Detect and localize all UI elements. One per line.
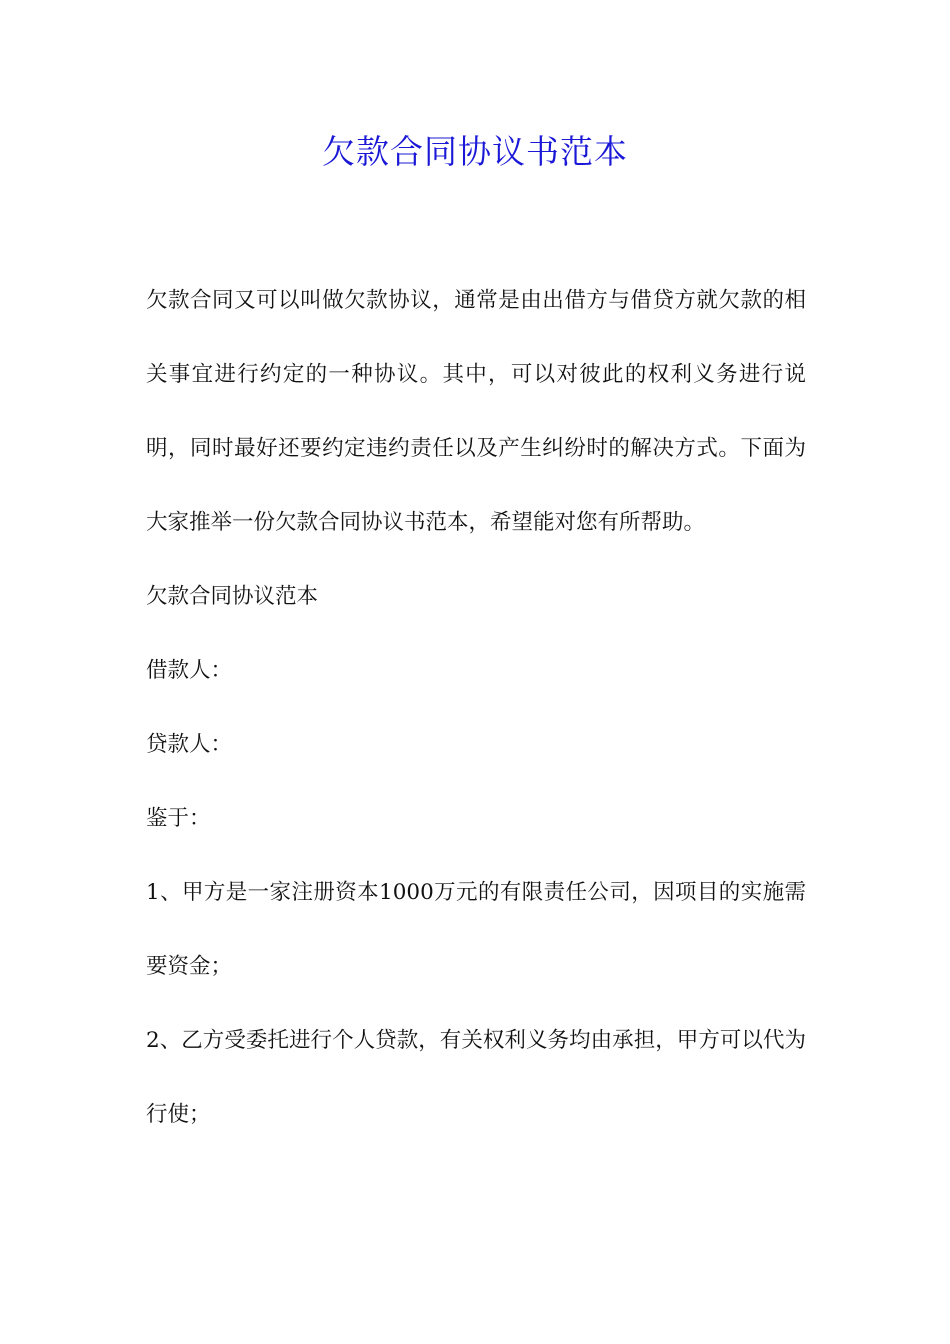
intro-paragraph: 欠款合同又可以叫做欠款协议，通常是由出借方与借贷方就欠款的相关事宜进行约定的一种协议。其中，可以对彼此的权利义务进行说明，同时最好还要约定违约责任以及产生纠纷时的解决方式。下面为大家推举一份欠款合同协议书范本，希望能对您有所帮助。	[146, 288, 806, 535]
clause-1: 1、甲方是一家注册资本1000万元的有限责任公司，因项目的实施需要资金；	[146, 880, 806, 979]
document-title: 欠款合同协议书范本	[322, 132, 628, 171]
clause-2: 2、乙方受委托进行个人贷款，有关权利义务均由承担，甲方可以代为行使；	[146, 1028, 806, 1127]
lender-line: 贷款人：	[146, 732, 233, 757]
borrower-line: 借款人：	[146, 658, 233, 683]
document-body	[146, 264, 806, 1152]
whereas-line: 鉴于：	[146, 806, 211, 831]
section-heading: 欠款合同协议范本	[146, 584, 319, 609]
